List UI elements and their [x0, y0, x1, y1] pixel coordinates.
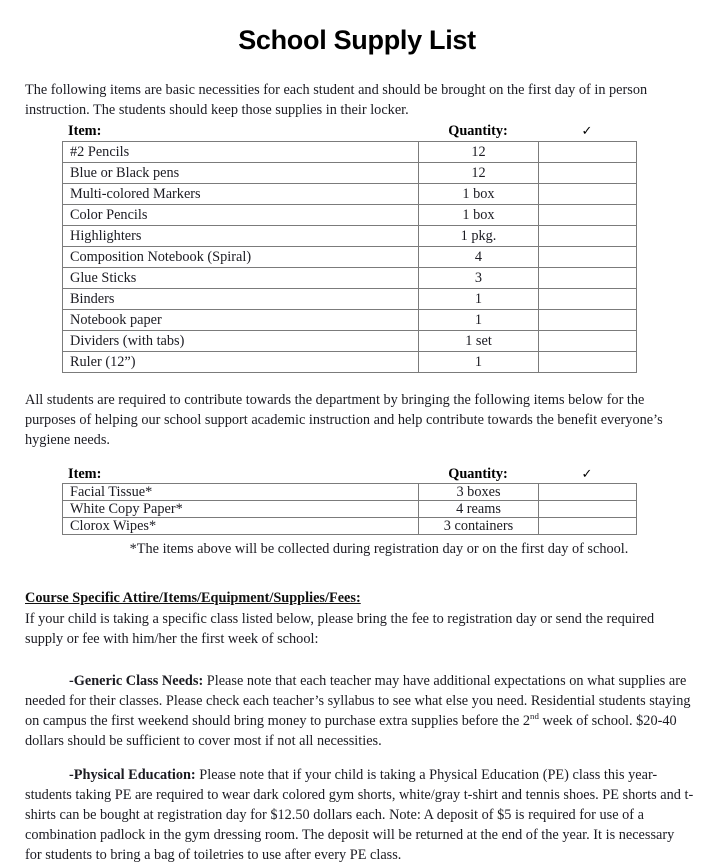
generic-class-needs-text-a: Please note that each teacher may have additional expectations on what supplies are needed for their classes. Please check each teacher’s syllabus to see what else you need. Residential students staying on campus the first weekend should bring money to purchase extra supplies before the 2 [25, 672, 691, 729]
table-row [63, 141, 637, 162]
table-cell-item: Ruler (12”) [63, 351, 419, 372]
table-cell-item: Highlighters [63, 225, 419, 246]
page-title: School Supply List [238, 25, 476, 55]
generic-class-needs-paragraph [0, 671, 714, 751]
table-row [63, 225, 637, 246]
table1-header-item: Item: [68, 122, 102, 139]
checkmark-icon: ✓ [581, 465, 593, 481]
spacer [0, 649, 714, 671]
table-row [63, 246, 637, 267]
generic-class-needs-superscript: nd [530, 710, 539, 721]
table-row [63, 204, 637, 225]
table-cell-quantity: 12 [419, 162, 539, 183]
spacer [0, 751, 714, 765]
table-cell-item: Composition Notebook (Spiral) [63, 246, 419, 267]
table-cell-checkbox[interactable] [539, 225, 637, 246]
supply-table-1-header [62, 123, 636, 141]
table-row [63, 484, 637, 501]
course-specific-section [0, 588, 714, 648]
table-cell-quantity: 4 reams [419, 501, 539, 518]
table-cell-quantity: 1 box [419, 183, 539, 204]
table-cell-quantity: 3 boxes [419, 484, 539, 501]
table-cell-checkbox[interactable] [539, 288, 637, 309]
table-cell-item: White Copy Paper* [63, 501, 419, 518]
spacer [0, 450, 714, 464]
table-cell-item: Glue Sticks [63, 267, 419, 288]
table-cell-checkbox[interactable] [539, 267, 637, 288]
table-row [63, 330, 637, 351]
supply-table-1-block [0, 120, 714, 373]
table-row [63, 267, 637, 288]
table-cell-item: Clorox Wipes* [63, 518, 419, 535]
table-cell-quantity: 1 [419, 309, 539, 330]
table-row [63, 501, 637, 518]
table-cell-checkbox[interactable] [539, 204, 637, 225]
table-cell-item: Dividers (with tabs) [63, 330, 419, 351]
table-cell-checkbox[interactable] [539, 351, 637, 372]
physical-education-label: -Physical Education: [69, 766, 196, 783]
table2-header-item: Item: [68, 465, 102, 482]
course-specific-intro: If your child is taking a specific class listed below, please bring the fee to registration day or send the required supply or fee with him/her the first week of school: [25, 610, 655, 647]
table-cell-quantity: 4 [419, 246, 539, 267]
generic-class-needs-label: -Generic Class Needs: [69, 672, 204, 689]
physical-education-text: Please note that if your child is taking a Physical Education (PE) class this year- students taking PE are required to wear dark colored gym shorts, white/gray t-shirt and tennis shoes. PE shorts and t-shirts can be bought at registration day for $12.50 dollars each. Note: A deposit of $5 is required for use of a combination padlock in the gym dressing room. The deposit will be returned at the end of the year. It is necessary for students to bring a bag of toiletries to use after every PE class. [25, 766, 694, 863]
table-cell-quantity: 1 [419, 351, 539, 372]
table-cell-checkbox[interactable] [539, 518, 637, 535]
table-row [63, 309, 637, 330]
table-cell-quantity: 1 pkg. [419, 225, 539, 246]
table-row [63, 351, 637, 372]
course-specific-heading: Course Specific Attire/Items/Equipment/Supplies/Fees: [25, 590, 361, 607]
supply-table-1-body [63, 141, 637, 372]
table2-footnote: *The items above will be collected during registration day or on the first day of school. [129, 541, 629, 558]
table-cell-item: Multi-colored Markers [63, 183, 419, 204]
table-cell-item: Blue or Black pens [63, 162, 419, 183]
table1-header-quantity: Quantity: [448, 122, 508, 139]
table-row [63, 518, 637, 535]
table-cell-item: Facial Tissue* [63, 484, 419, 501]
table-cell-checkbox[interactable] [539, 484, 637, 501]
supply-table-2 [62, 483, 637, 535]
table-cell-quantity: 12 [419, 141, 539, 162]
table2-header-quantity: Quantity: [448, 465, 508, 482]
table-cell-checkbox[interactable] [539, 141, 637, 162]
checkmark-icon: ✓ [581, 122, 593, 138]
table-cell-item: Color Pencils [63, 204, 419, 225]
table-cell-quantity: 1 set [419, 330, 539, 351]
table-cell-quantity: 3 [419, 267, 539, 288]
contribution-paragraph: All students are required to contribute towards the department by bringing the following items below for the purposes of helping our school support academic instruction and help contribute towards the benefit everyone’s hygiene needs. [25, 391, 663, 448]
table-cell-item: #2 Pencils [63, 141, 419, 162]
table-cell-quantity: 3 containers [419, 518, 539, 535]
table-cell-checkbox[interactable] [539, 162, 637, 183]
table-row [63, 288, 637, 309]
table-row [63, 162, 637, 183]
table-cell-checkbox[interactable] [539, 309, 637, 330]
table-cell-quantity: 1 [419, 288, 539, 309]
physical-education-paragraph [0, 765, 714, 865]
table-cell-checkbox[interactable] [539, 183, 637, 204]
intro-paragraph: The following items are basic necessities for each student and should be brought on the first day of in person instruction. The students should keep those supplies in their locker. [25, 81, 648, 118]
table-cell-item: Binders [63, 288, 419, 309]
supply-table-2-body [63, 484, 637, 535]
table-cell-checkbox[interactable] [539, 501, 637, 518]
table-cell-item: Notebook paper [63, 309, 419, 330]
supply-table-1 [62, 141, 637, 373]
spacer [0, 558, 714, 588]
supply-table-2-block [0, 464, 714, 559]
supply-table-2-header [62, 466, 636, 484]
generic-class-needs-text-b: week of school. $20-40 dollars should be sufficient to cover most if not all necessities. [25, 712, 677, 749]
table2-header-check [538, 466, 636, 484]
table-cell-checkbox[interactable] [539, 330, 637, 351]
table1-header-check [538, 123, 636, 141]
table-cell-quantity: 1 box [419, 204, 539, 225]
table-cell-checkbox[interactable] [539, 246, 637, 267]
table-row [63, 183, 637, 204]
